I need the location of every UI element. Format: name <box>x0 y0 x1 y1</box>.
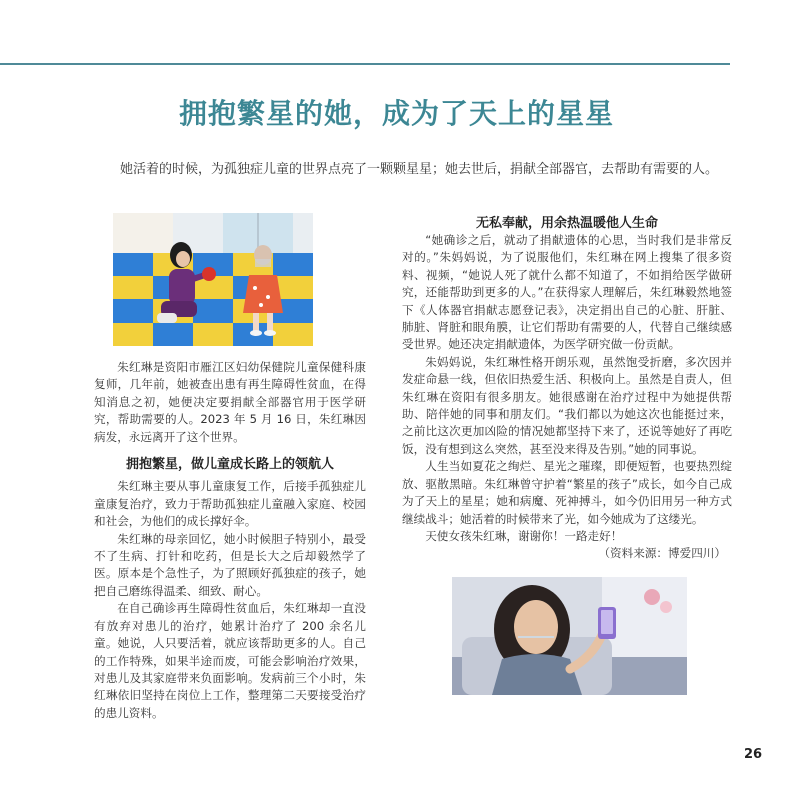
left-paragraph-3: 朱红琳的母亲回忆，她小时候胆子特别小，最受不了生病、打针和吃药，但是长大之后却毅然学了医。原本是个急性子，为了照顾好孤独症的孩子，她把自己磨练得温柔、细致、耐心。 <box>94 531 366 598</box>
right-column <box>402 232 732 563</box>
right-section-heading: 无私奉献，用余热温暖他人生命 <box>475 216 658 231</box>
left-paragraph-4: 在自己确诊再生障碍性贫血后，朱红琳却一直没有放弃对患儿的治疗，她累计治疗了 200 余名儿童。她说，人只要活着，就应该帮助更多的人。自己的工作特殊，如果半途而废，可能会影响治疗效果，对患儿及其家庭带来负面影响。发病前三个小时，朱红琳依旧坚持在岗位上工作，整理第二天要接受治疗的患儿资料。 <box>94 601 366 720</box>
left-paragraph-2: 朱红琳主要从事儿童康复工作，后接手孤独症儿童康复治疗，致力于帮助孤独症儿童融入家庭、校园和社会，为他们的成长撑好伞。 <box>94 479 366 529</box>
left-column <box>94 359 366 722</box>
right-paragraph-1: “她确诊之后，就动了捐献遗体的心思，当时我们是非常反对的。”朱妈妈说，为了说服他们，朱红琳在网上搜集了很多资料、视频，“她说人死了就什么都不知道了，不如捐给医学做研究，还能帮助到更多的人。”在获得家人理解后，朱红琳毅然地签下《人体器官捐献志愿登记表》，决定捐出自己的心脏、肝脏、肺脏、肾脏和眼角膜，让它们帮助有需要的人，代替自己继续感受世界。她还决定捐献遗体，为医学研究做一份贡献。 <box>402 233 732 352</box>
right-paragraph-4: 天使女孩朱红琳，谢谢你！一路走好！ <box>425 528 623 543</box>
right-paragraph-2: 朱妈妈说，朱红琳性格开朗乐观，虽然饱受折磨，多次因并发症命悬一线，但依旧热爱生活、积极向上。虽然是自责人，但朱红琳在资阳有很多朋友。她很感谢在治疗过程中为她提供帮助、陪伴她的同事和朋友们。“我们都以为她这次也能挺过来，之前比这次更加凶险的情况她都坚持下来了，还说等她好了再吃饭，没有想到这么突然，甚至没来得及告别。”她的同事说。 <box>402 354 732 456</box>
photo-therapist-with-child <box>113 213 313 346</box>
page-number: 26 <box>744 747 763 762</box>
source-credit: （资料来源：博爱四川） <box>598 546 726 561</box>
photo-patient-in-hospital <box>452 577 687 695</box>
left-paragraph-1: 朱红琳是资阳市雁江区妇幼保健院儿童保健科康复师，几年前，她被查出患有再生障碍性贫血，在得知消息之初，她便决定要捐献全部器官用于医学研究，帮助需要的人。2023 年 5 月 16 日，朱红琳因病发，永远离开了这个世界。 <box>94 360 366 444</box>
top-rule <box>0 63 730 65</box>
page-title: 拥抱繁星的她，成为了天上的星星 <box>178 97 614 130</box>
left-section-heading: 拥抱繁星，做儿童成长路上的领航人 <box>125 457 334 473</box>
right-paragraph-3: 人生当如夏花之绚烂、星光之璀璨，即便短暂，也要热烈绽放、驱散黑暗。朱红琳曾守护着“繁星的孩子”成长，如今自己成为了天上的星星；她和病魔、死神搏斗，如今仍旧用另一种方式继续战斗；她活着的时候带来了光，如今她成为了这缕光。 <box>402 459 732 526</box>
intro-text: 她活着的时候，为孤独症儿童的世界点亮了一颗颗星星；她去世后，捐献全部器官，去帮助有需要的人。 <box>120 162 719 177</box>
